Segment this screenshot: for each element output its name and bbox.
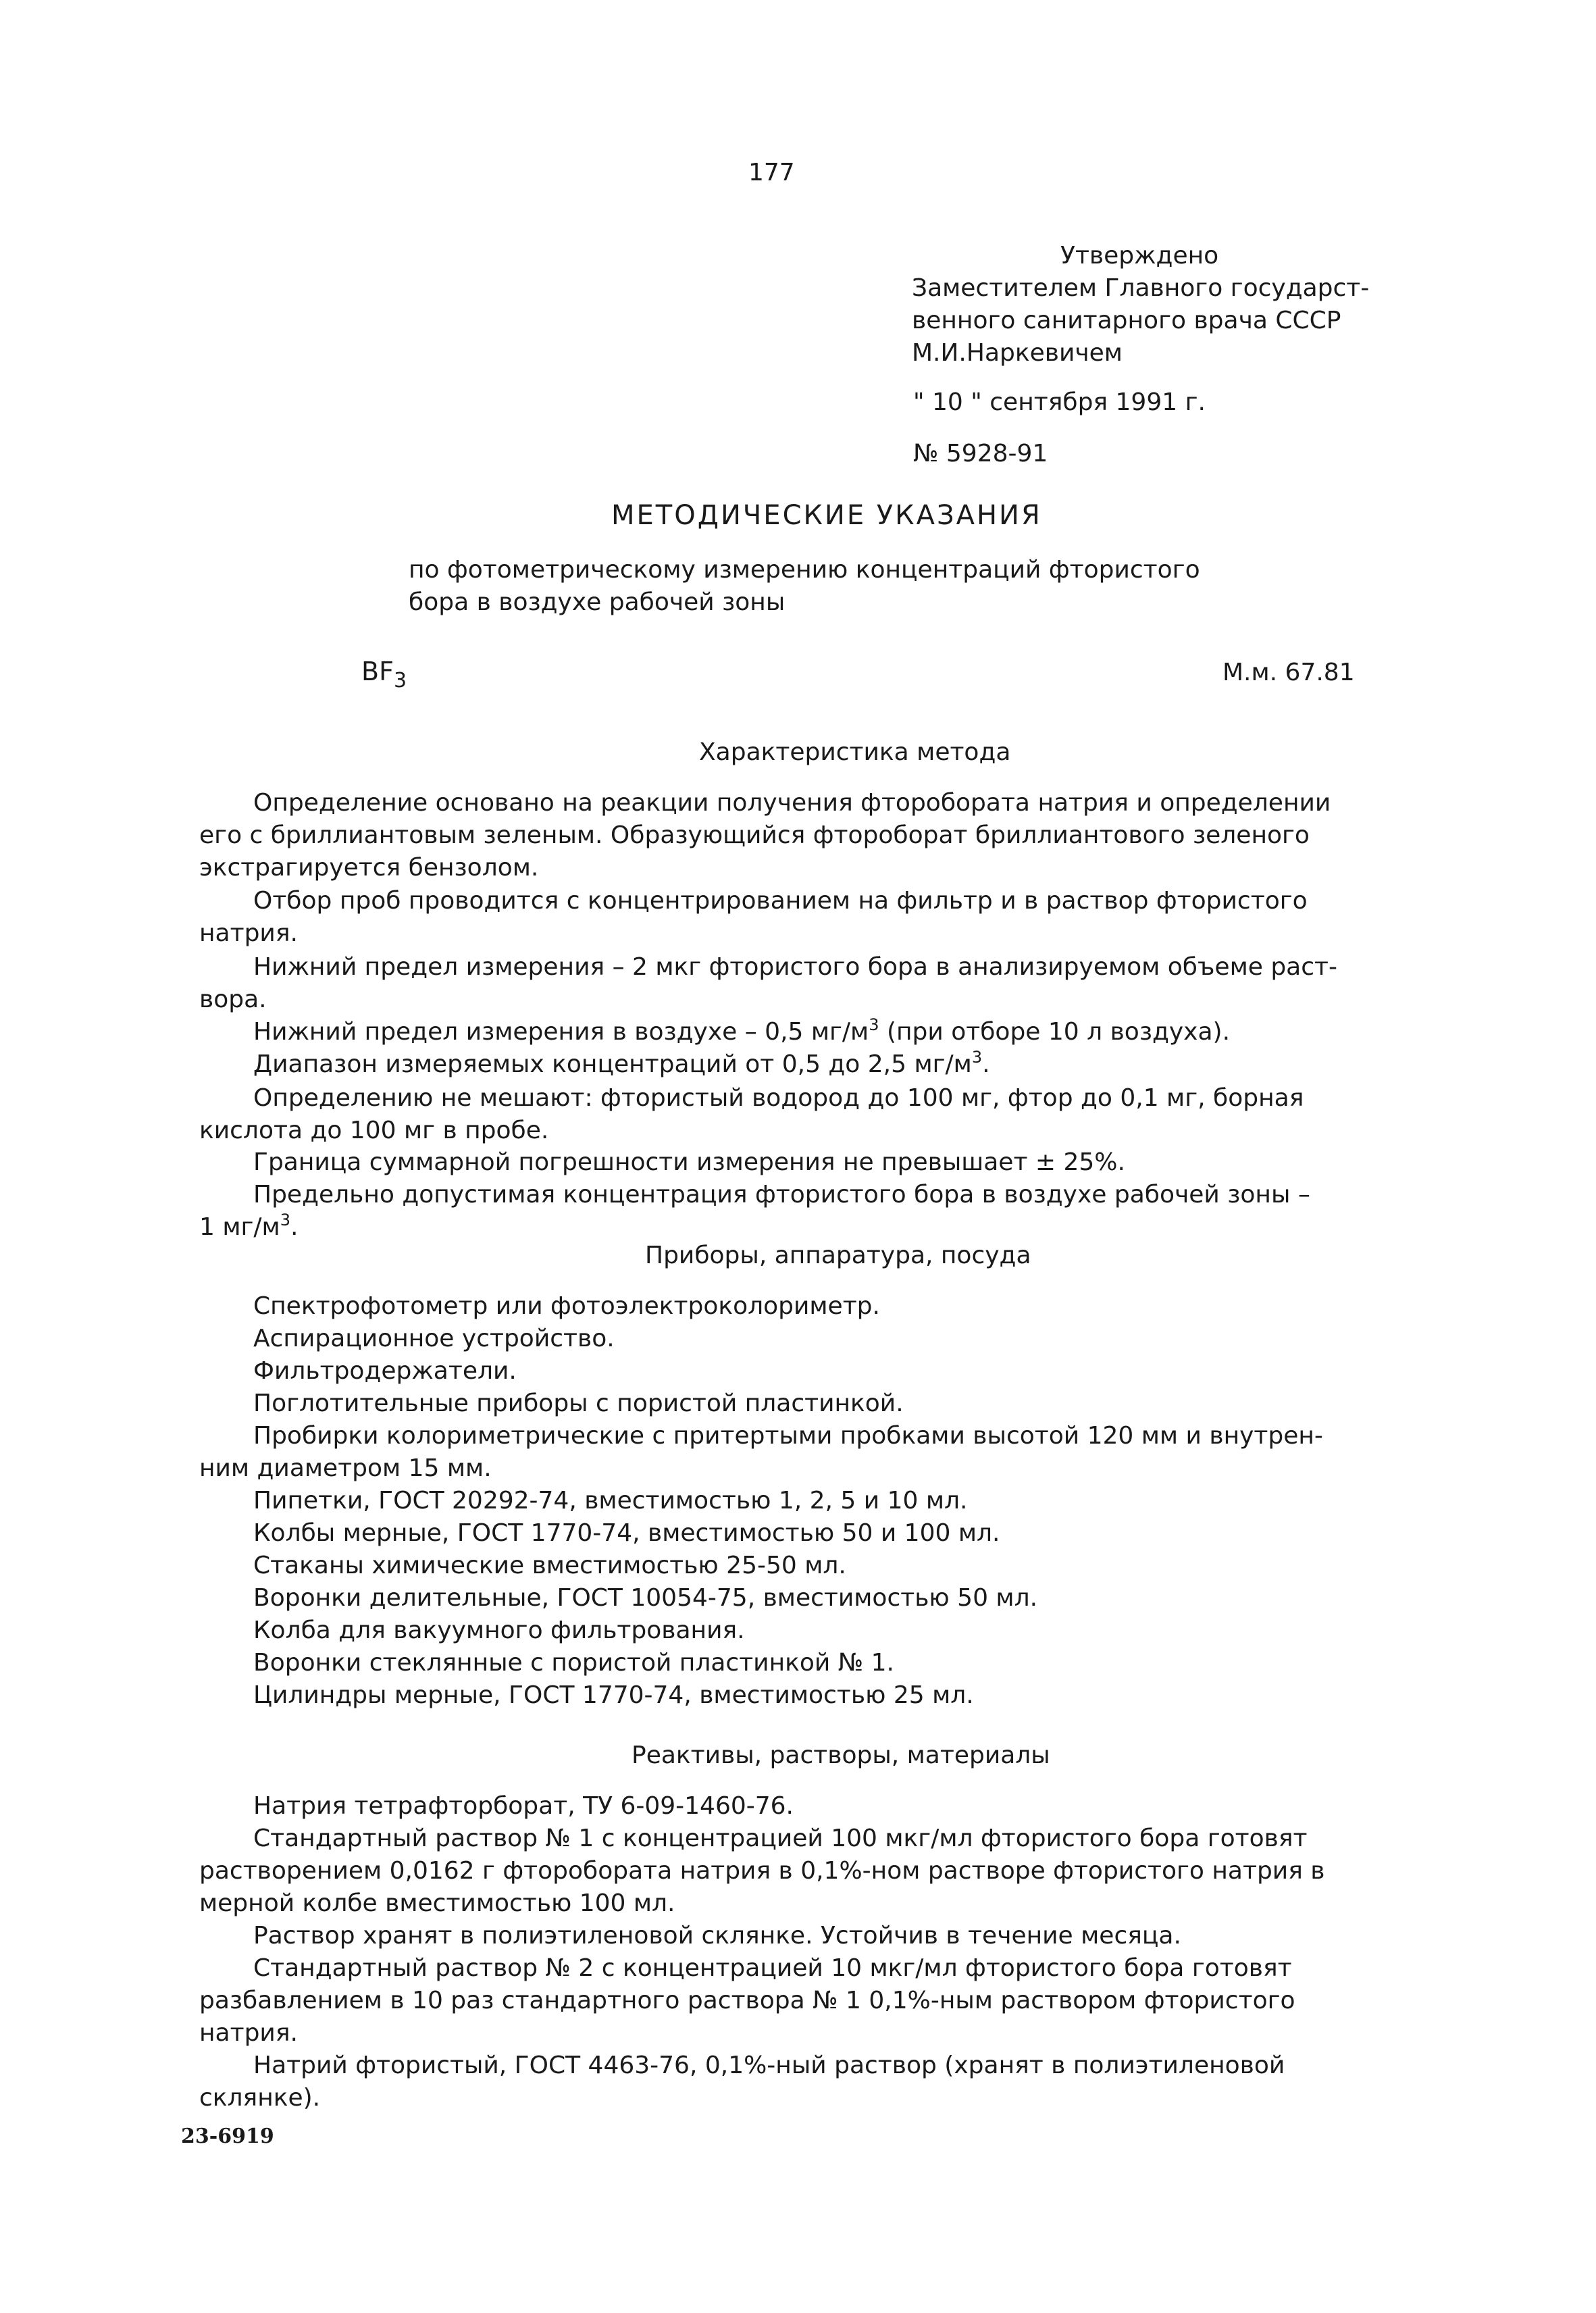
approval-line1: Заместителем Главного государст- — [912, 274, 1370, 302]
list-item: Спектрофотометр или фотоэлектроколориметр. — [253, 1292, 880, 1320]
paragraph-lower-limit-air: Нижний предел измерения в воздухе – 0,5 $мг/м^3$ (при отборе 10 л воздуха). — [253, 1015, 1231, 1046]
subtitle-line2: бора в воздухе рабочей зоны — [409, 588, 786, 616]
formula — [361, 655, 407, 692]
formula-subscript: 3 — [393, 669, 407, 692]
paragraph-lower-limit: Нижний предел измерения – 2 мкг фтористого бора в анализируемом объеме раст- вора. — [199, 953, 1337, 1013]
doc-title: МЕТОДИЧЕСКИЕ УКАЗАНИЯ — [611, 500, 1042, 531]
reagents-list: Натрия тетрафторборат, ТУ 6-09-1460-76. Стандартный раствор № 1 с концентрацией 100 мкг/мл фтористого бора готовят растворением 0,0162 г фторобората натрия в 0,1%-ном растворе фтористого натрия в мерной колбе вместимостью 100 мл. Раствор хранят в полиэтиленовой склянке. Устойчив в течение месяца. Стандартный раствор № 2 с концентрацией 10 мкг/мл фтористого бора готовят разбавлением в 10 раз стандартного раствора № 1 0,1%-ным раствором фтористого натрия. Натрий фтористый, ГОСТ 4463-76, 0,1%-ный раствор (хранят в полиэтиленовой склянке). — [199, 1792, 1325, 2112]
equipment-list — [199, 1290, 1415, 1712]
paragraph-basis: Определение основано на реакции получения фторобората натрия и определении его с бриллиантовым зеленым. Образующийся фтороборат бриллиантового зеленого экстрагируется бензолом. — [199, 789, 1331, 882]
list-item: Колбы мерные, ГОСТ 1770-74, вместимостью 50 и 100 мл. — [253, 1519, 1000, 1547]
list-item: Аспирационное устройство. — [253, 1325, 615, 1352]
formula-base: BF — [361, 657, 394, 686]
paragraph-range: Диапазон измеряемых концентраций от 0,5 до 2,5 $мг/м^3$. — [253, 1048, 990, 1078]
list-item: Поглотительные приборы с пористой пластинкой. — [253, 1390, 904, 1417]
paragraph-interference: Определению не мешают: фтористый водород до 100 мг, фтор до 0,1 мг, борная кислота до 100 мг в пробе. — [199, 1084, 1304, 1144]
method-code: М.м. 67.81 — [1222, 659, 1355, 686]
list-item: Колба для вакуумного фильтрования. — [253, 1617, 745, 1644]
paragraph-error: Граница суммарной погрешности измерения не превышает ± 25%. — [253, 1148, 1125, 1176]
approval-title: Утверждено — [1060, 242, 1219, 270]
approval-line3: М.И.Наркевичем — [912, 339, 1123, 367]
section-heading-equipment: Приборы, аппаратура, посуда — [645, 1242, 1031, 1269]
section-heading-reagents: Реактивы, растворы, материалы — [632, 1742, 1050, 1769]
approval-line2: венного санитарного врача СССР — [912, 307, 1341, 334]
list-item: Воронки делительные, ГОСТ 10054-75, вместимостью 50 мл. — [253, 1584, 1038, 1612]
paragraph-mac: Предельно допустимая концентрация фтористого бора в воздухе рабочей зоны – 1 $мг/м^3$. — [199, 1181, 1310, 1241]
list-item: Цилиндры мерные, ГОСТ 1770-74, вместимостью 25 мл. — [253, 1681, 974, 1709]
subtitle-line1: по фотометрическому измерению концентраций фтористого — [409, 556, 1200, 584]
approval-date: " 10 " сентября 1991 г. — [913, 388, 1206, 416]
list-item: Стаканы химические вместимостью 25-50 мл. — [253, 1552, 846, 1579]
list-item: Пипетки, ГОСТ 20292-74, вместимостью 1, 2, 5 и 10 мл. — [253, 1487, 968, 1515]
list-item: Фильтродержатели. — [253, 1357, 517, 1385]
approval-number: № 5928-91 — [913, 440, 1048, 467]
paragraph-sampling: Отбор проб проводится с концентрированием на фильтр и в раствор фтористого натрия. — [199, 887, 1308, 947]
section-heading-characteristic: Характеристика метода — [699, 738, 1011, 766]
footer-code: 23-6919 — [181, 2125, 274, 2148]
list-item: Воронки стеклянные с пористой пластинкой № 1. — [253, 1649, 894, 1677]
list-item: ним диаметром 15 мм. — [199, 1454, 492, 1482]
list-item: Пробирки колориметрические с притертыми пробками высотой 120 мм и внутрен- — [253, 1422, 1323, 1450]
page-number: 177 — [748, 159, 795, 186]
